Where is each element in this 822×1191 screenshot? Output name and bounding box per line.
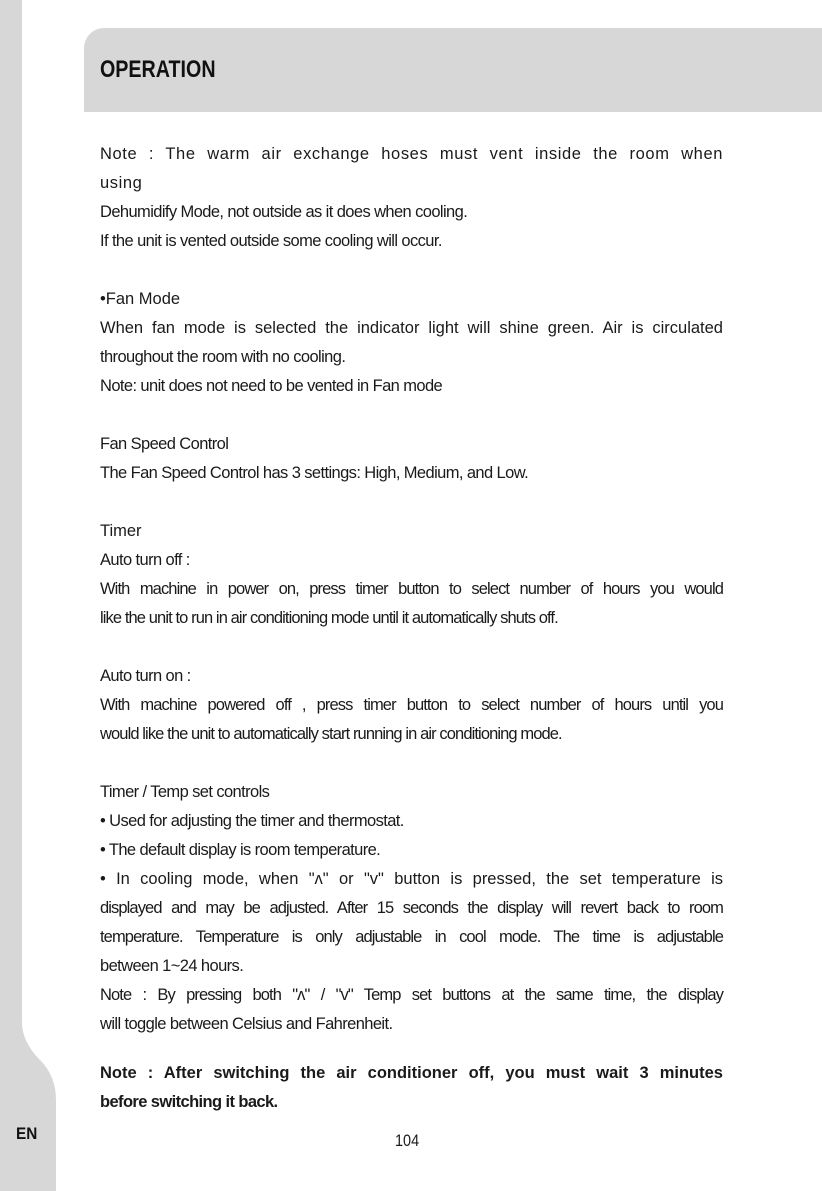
dehumidify-note-line: Note : The warm air exchange hoses must vent inside the room when using	[100, 145, 723, 192]
fan-speed-line: The Fan Speed Control has 3 settings: High, Medium, and Low.	[100, 464, 529, 482]
auto-off-line: like the unit to run in air conditioning mode until it automatically shuts off.	[100, 609, 558, 627]
toggle-unit-note-line: Note : By pressing both "ʌ" / "v" Temp set buttons at the same time, the display	[100, 986, 723, 1004]
section-title: OPERATION	[100, 56, 216, 83]
toggle-unit-note-line: will toggle between Celsius and Fahrenheit.	[100, 1015, 393, 1033]
timer-heading: Timer	[100, 522, 142, 540]
fan-mode-line: When fan mode is selected the indicator light will shine green. Air is circulated	[100, 319, 723, 337]
language-label: EN	[16, 1124, 38, 1143]
fan-mode-line: Note: unit does not need to be vented in Fan mode	[100, 377, 443, 395]
dehumidify-note-line: Dehumidify Mode, not outside as it does when cooling.	[100, 203, 468, 221]
auto-off-heading: Auto turn off :	[100, 551, 190, 569]
timer-temp-bullet: • In cooling mode, when "ʌ" or "v" button is pressed, the set temperature is	[100, 870, 723, 888]
timer-temp-bullet: • Used for adjusting the timer and thermostat.	[100, 812, 404, 830]
timer-temp-bullet: • The default display is room temperature.	[100, 841, 381, 859]
timer-temp-line: displayed and may be adjusted. After 15 seconds the display will revert back to room	[100, 899, 723, 917]
page-number: 104	[395, 1131, 420, 1150]
dehumidify-note-line: If the unit is vented outside some cooling will occur.	[100, 232, 442, 250]
fan-mode-line: throughout the room with no cooling.	[100, 348, 346, 366]
timer-temp-heading: Timer / Temp set controls	[100, 783, 270, 801]
auto-on-line: With machine powered off , press timer button to select number of hours until you	[100, 696, 723, 714]
restart-warning-line: Note : After switching the air conditioner off, you must wait 3 minutes	[100, 1064, 723, 1082]
restart-warning-line: before switching it back.	[100, 1093, 278, 1111]
fan-speed-heading: Fan Speed Control	[100, 435, 229, 453]
timer-temp-line: temperature. Temperature is only adjustable in cool mode. The time is adjustable	[100, 928, 723, 946]
fan-mode-heading: •Fan Mode	[100, 290, 181, 308]
manual-body-text	[100, 140, 723, 1117]
timer-temp-line: between 1~24 hours.	[100, 957, 244, 975]
side-tab-strip	[0, 0, 56, 1191]
auto-on-heading: Auto turn on :	[100, 667, 191, 685]
auto-off-line: With machine in power on, press timer button to select number of hours you would	[100, 580, 723, 598]
auto-on-line: would like the unit to automatically start running in air conditioning mode.	[100, 725, 562, 743]
